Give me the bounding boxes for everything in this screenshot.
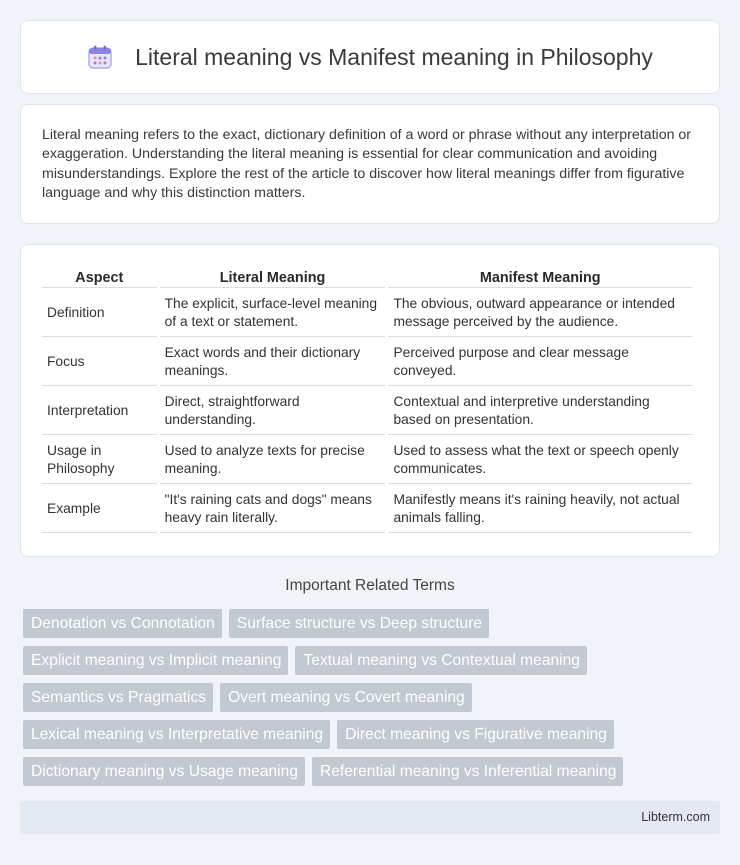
cell-manifest: Manifestly means it's raining heavily, not actual animals falling.	[388, 484, 692, 533]
related-term-tag[interactable]: Denotation vs Connotation	[23, 609, 222, 638]
page-title: Literal meaning vs Manifest meaning in Philosophy	[135, 43, 653, 70]
related-terms-section	[20, 568, 720, 786]
table-row	[42, 386, 692, 435]
related-term-tag[interactable]: Surface structure vs Deep structure	[229, 609, 489, 638]
related-term-tag[interactable]: Lexical meaning vs Interpretative meaning	[23, 720, 330, 749]
table-row	[42, 435, 692, 484]
intro-paragraph: Literal meaning refers to the exact, dictionary definition of a word or phrase without any interpretation or exaggeration. Understanding the literal meaning is essential for clear communication and avoiding misunderstandings. Explore the rest of the article to discover how literal meanings differ from figurative language and why this distinction matters.	[42, 127, 692, 202]
cell-manifest: The obvious, outward appearance or intended message perceived by the audience.	[388, 288, 692, 337]
table-row	[42, 484, 692, 533]
comparison-table	[39, 267, 695, 533]
header-aspect: Aspect	[42, 267, 157, 288]
related-terms-list	[20, 609, 720, 786]
footer	[20, 801, 720, 834]
cell-aspect: Interpretation	[42, 386, 157, 435]
related-terms-heading: Important Related Terms	[285, 577, 455, 594]
title-wrap	[87, 44, 653, 71]
header-card	[20, 20, 720, 94]
cell-literal: Exact words and their dictionary meanings.	[160, 337, 386, 386]
calendar-icon	[87, 44, 113, 70]
cell-aspect: Definition	[42, 288, 157, 337]
cell-literal: "It's raining cats and dogs" means heavy rain literally.	[160, 484, 386, 533]
header-manifest-meaning: Manifest Meaning	[388, 267, 692, 288]
cell-literal: Used to analyze texts for precise meaning.	[160, 435, 386, 484]
header-literal-meaning: Literal Meaning	[160, 267, 386, 288]
related-term-tag[interactable]: Referential meaning vs Inferential meaning	[312, 757, 623, 786]
cell-literal: The explicit, surface-level meaning of a text or statement.	[160, 288, 386, 337]
comparison-card	[20, 244, 720, 557]
cell-aspect: Focus	[42, 337, 157, 386]
related-term-tag[interactable]: Explicit meaning vs Implicit meaning	[23, 646, 288, 675]
related-term-tag[interactable]: Direct meaning vs Figurative meaning	[337, 720, 614, 749]
table-row	[42, 288, 692, 337]
cell-literal: Direct, straightforward understanding.	[160, 386, 386, 435]
cell-aspect: Usage in Philosophy	[42, 435, 157, 484]
related-term-tag[interactable]: Textual meaning vs Contextual meaning	[295, 646, 587, 675]
cell-manifest: Perceived purpose and clear message conveyed.	[388, 337, 692, 386]
related-term-tag[interactable]: Dictionary meaning vs Usage meaning	[23, 757, 305, 786]
table-row	[42, 337, 692, 386]
related-term-tag[interactable]: Semantics vs Pragmatics	[23, 683, 213, 712]
cell-manifest: Contextual and interpretive understanding based on presentation.	[388, 386, 692, 435]
intro-card	[20, 104, 720, 224]
table-header-row	[42, 267, 692, 288]
cell-manifest: Used to assess what the text or speech openly communicates.	[388, 435, 692, 484]
related-term-tag[interactable]: Overt meaning vs Covert meaning	[220, 683, 472, 712]
footer-site-link[interactable]: Libterm.com	[641, 810, 710, 824]
cell-aspect: Example	[42, 484, 157, 533]
